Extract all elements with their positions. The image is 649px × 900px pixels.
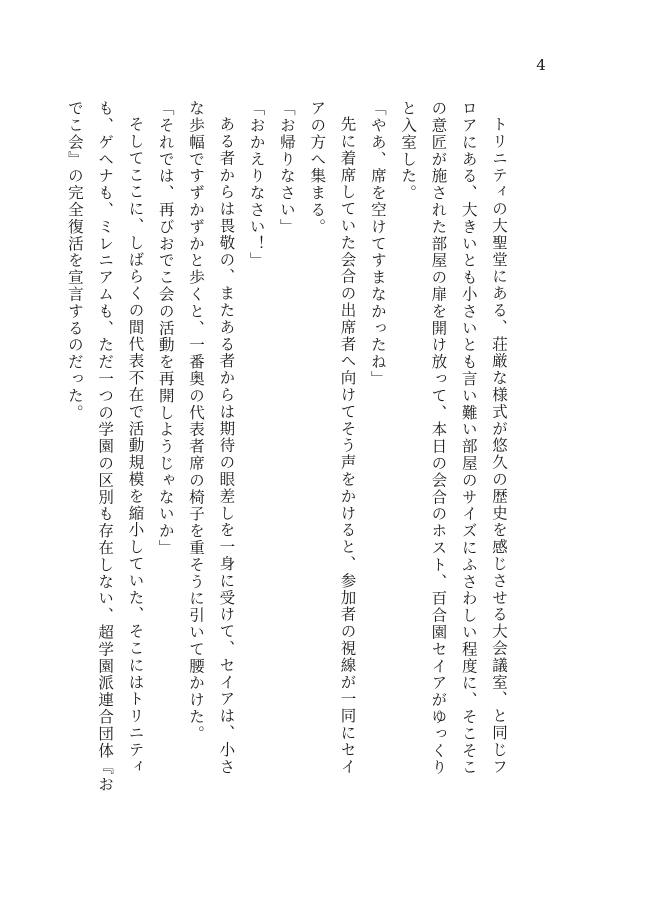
text-line: 先に着席していた会合の出席者へ向けてそう声をかけると、参加者の視線が一同にセイ	[338, 115, 357, 775]
text-line: の意匠が施された部屋の扉を開け放って、本日の会合のホスト、百合園セイアがゆっくり	[429, 100, 448, 776]
dialogue-line: 「お帰りなさい」	[277, 100, 296, 236]
text-line: ロアにある、大きいとも小さいとも言い難い部屋のサイズにふさわしい程度に、そこそこ	[459, 100, 478, 776]
text-line: トリニティの大聖堂にある、荘厳な様式が悠久の歴史を感じさせる大会議室、と同じフ	[490, 115, 508, 775]
dialogue-line: 「やあ、席を空けてすまなかったね」	[368, 100, 387, 388]
dialogue-line: 「それでは、再びおでこ会の活動を再開しようじゃないか」	[156, 100, 175, 557]
text-line: も、ゲヘナも、ミレニアムも、ただ一つの学園の区別も存在しない、超学園派連合団体『お	[96, 100, 115, 793]
text-line: そしてここに、しばらくの間代表不在で活動規模を縮小していた、そこにはトリニティ	[126, 115, 145, 775]
text-line: でこ会』の完全復活を宣言するのだった。	[65, 100, 84, 422]
text-line: な歩幅ですずかずかと歩くと、一番奥の代表者席の椅子を重そうに引いて腰かけた。	[187, 100, 206, 743]
dialogue-line: 「おかえりなさい！」	[247, 100, 266, 269]
text-line: ある者からは畏敬の、またある者からは期待の眼差しを一身に受けて、セイアは、小さ	[217, 115, 236, 775]
text-line: アの方へ集まる。	[308, 100, 327, 236]
page-number: 4	[536, 56, 546, 74]
text-line: と入室した。	[399, 100, 418, 202]
novel-text-body	[60, 100, 514, 820]
